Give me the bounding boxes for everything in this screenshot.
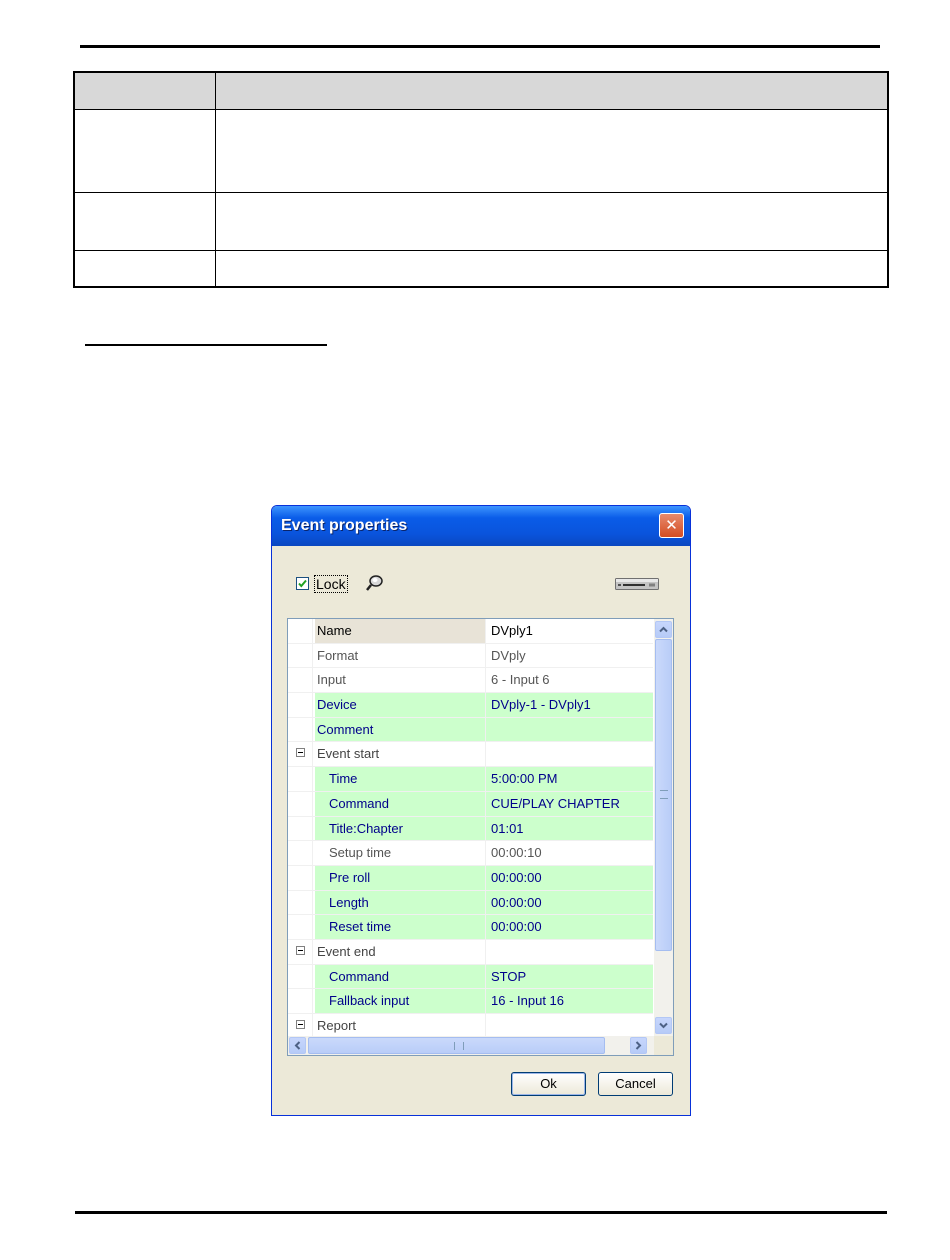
collapse-icon[interactable] [296, 946, 305, 955]
property-name: Pre roll [315, 866, 485, 890]
property-row[interactable] [288, 817, 653, 842]
property-value[interactable]: DVply1 [485, 619, 653, 643]
checkmark-icon [297, 578, 308, 589]
lock-checkbox[interactable] [296, 577, 309, 590]
chevron-up-icon [659, 626, 668, 633]
property-row[interactable] [288, 644, 653, 669]
property-row[interactable] [288, 915, 653, 940]
row-gutter [288, 644, 313, 668]
property-value[interactable]: 00:00:00 [485, 866, 653, 890]
row-gutter [288, 619, 313, 643]
property-value[interactable]: 6 - Input 6 [485, 668, 653, 692]
dialog-titlebar[interactable] [272, 506, 690, 546]
property-name: Command [315, 965, 485, 989]
property-name: Name [315, 619, 485, 643]
property-row[interactable] [288, 693, 653, 718]
property-value[interactable]: DVply-1 - DVply1 [485, 693, 653, 717]
vertical-scrollbar[interactable] [654, 619, 673, 1037]
row-gutter [288, 693, 313, 717]
scroll-right-button[interactable] [630, 1037, 647, 1054]
property-row[interactable] [288, 965, 653, 990]
scroll-up-button[interactable] [655, 621, 672, 638]
property-row[interactable] [288, 866, 653, 891]
vertical-scroll-thumb[interactable] [655, 639, 672, 951]
close-icon: ✕ [665, 516, 678, 534]
property-value[interactable]: 5:00:00 PM [485, 767, 653, 791]
property-name: Comment [315, 718, 485, 742]
row-gutter [288, 989, 313, 1013]
table-cell [74, 110, 215, 193]
property-value[interactable]: CUE/PLAY CHAPTER [485, 792, 653, 816]
dialog-title: Event properties [281, 517, 408, 534]
footer-rule [75, 1211, 887, 1214]
property-value[interactable] [485, 940, 653, 964]
property-row[interactable] [288, 792, 653, 817]
table-cell [215, 251, 888, 287]
table-cell [74, 193, 215, 251]
row-gutter [288, 817, 313, 841]
property-row[interactable] [288, 668, 653, 693]
scroll-down-button[interactable] [655, 1017, 672, 1034]
collapse-icon[interactable] [296, 1020, 305, 1029]
grip-icon [454, 1042, 464, 1050]
property-row[interactable] [288, 619, 653, 644]
row-gutter [288, 915, 313, 939]
row-gutter [288, 767, 313, 791]
row-gutter [288, 965, 313, 989]
property-row[interactable] [288, 891, 653, 916]
property-name: Report [317, 1018, 357, 1033]
property-row[interactable] [288, 767, 653, 792]
table-header-row [74, 72, 888, 110]
event-properties-dialog [271, 505, 691, 1116]
row-gutter [288, 742, 313, 766]
dvd-player-icon [615, 577, 659, 591]
grip-icon [660, 790, 668, 799]
property-value[interactable]: STOP [485, 965, 653, 989]
row-gutter [288, 866, 313, 890]
property-category-row[interactable] [288, 940, 653, 965]
property-name: Reset time [315, 915, 485, 939]
document-table [73, 71, 889, 288]
property-value[interactable]: 00:00:10 [485, 841, 653, 865]
property-name: Command [315, 792, 485, 816]
property-value[interactable] [485, 718, 653, 742]
property-row[interactable] [288, 841, 653, 866]
property-name: Device [315, 693, 485, 717]
property-name: Event end [317, 943, 376, 959]
property-name: Title:Chapter [315, 817, 485, 841]
row-gutter [288, 792, 313, 816]
table-cell [215, 110, 888, 193]
property-name: Event start [317, 746, 380, 762]
table-cell [74, 251, 215, 287]
property-grid[interactable] [287, 618, 674, 1056]
scroll-left-button[interactable] [289, 1037, 306, 1054]
table-row [74, 251, 888, 287]
row-gutter [288, 668, 313, 692]
horizontal-scroll-thumb[interactable] [308, 1037, 605, 1054]
property-row[interactable] [288, 989, 653, 1014]
cancel-button[interactable]: Cancel [598, 1072, 673, 1096]
property-name: Time [315, 767, 485, 791]
table-header-cell [74, 72, 215, 110]
property-name: Setup time [329, 845, 392, 861]
row-gutter [288, 891, 313, 915]
row-gutter [288, 940, 313, 964]
browse-icon[interactable] [365, 574, 385, 592]
property-name: Format [317, 647, 359, 663]
property-name: Fallback input [315, 989, 485, 1013]
table-row [74, 193, 888, 251]
property-name: Input [317, 672, 346, 688]
table-row [74, 110, 888, 193]
chevron-right-icon [635, 1041, 642, 1050]
row-gutter [288, 718, 313, 742]
horizontal-scrollbar[interactable] [288, 1036, 654, 1055]
lock-label[interactable]: Lock [316, 576, 346, 592]
chevron-down-icon [659, 1022, 668, 1029]
close-button[interactable] [659, 513, 684, 538]
property-value[interactable]: 01:01 [485, 817, 653, 841]
property-value[interactable]: 00:00:00 [485, 915, 653, 939]
collapse-icon[interactable] [296, 748, 305, 757]
property-value[interactable]: 16 - Input 16 [485, 989, 653, 1013]
property-value[interactable]: 00:00:00 [485, 891, 653, 915]
table-cell [215, 193, 888, 251]
property-value[interactable] [485, 742, 653, 766]
ok-button[interactable]: Ok [511, 1072, 586, 1096]
row-gutter [288, 1014, 313, 1038]
property-rows [288, 619, 653, 1039]
section-heading-underline [85, 344, 327, 346]
property-category-row[interactable] [288, 1014, 653, 1039]
property-value[interactable] [485, 1014, 653, 1038]
header-rule [80, 45, 880, 48]
property-value[interactable]: DVply [485, 644, 653, 668]
scroll-corner [654, 1036, 673, 1055]
property-row[interactable] [288, 718, 653, 743]
property-category-row[interactable] [288, 742, 653, 767]
table-header-cell [215, 72, 888, 110]
chevron-left-icon [294, 1041, 301, 1050]
property-name: Length [315, 891, 485, 915]
row-gutter [288, 841, 313, 865]
